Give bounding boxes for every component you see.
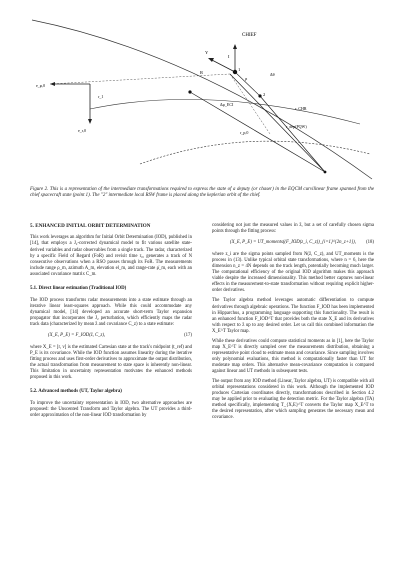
r-chief-vector bbox=[230, 74, 325, 172]
node-2-point bbox=[258, 94, 261, 97]
reference-arc bbox=[140, 141, 370, 164]
chief-y-arrow bbox=[210, 59, 235, 72]
label-node-2: 2 bbox=[263, 92, 266, 97]
label-chief: CHIEF bbox=[242, 33, 257, 38]
paragraph: This work leverages an algorithm for Initial Orbit Determination (IOD), published in [14], that employs a J₂-corrected dynamical model to fit various satellite state-derived variables and radar observables from a single track. The radar, characterized by a specific Field of Regard (FoR) and revisit time r₀, generates a track of N consecutive observations when a RSO passes through its FoR. The measurements include range ρ_m, azimuth A_m, elevation el_m, and range-rate ρ̇_m, each with an associated covariance matrix C_m. bbox=[30, 235, 192, 277]
label-dtheta: Δθ bbox=[270, 72, 275, 77]
paragraph: To improve the uncertainty representation in IOD, two alternative approaches are proposed: the Unscented Transform and Taylor algebra. The UT provides a third-order approximation of the non-linear IOD transformation by bbox=[30, 401, 192, 419]
right-column bbox=[212, 223, 374, 425]
equation-body: (X_E, P_E) = UT_moments((F_IOD(z_i, C_z))_{i=1}^{2n_z+1}), bbox=[230, 240, 356, 246]
label-dphi: Δφ_ECI bbox=[220, 102, 234, 107]
orbit-diagram bbox=[30, 14, 374, 184]
paragraph: considering not just the measured values in z̄, but a set of carefully chosen sigma points through the fitting process: bbox=[212, 223, 374, 235]
equation-17 bbox=[30, 333, 192, 339]
paragraph: The output from any IOD method (Linear, Taylor algebra, UT) is compatible with all orbital representations considered in this work. Although the implemented IOD produces Cartesian coordinates directly, transformations described in Section 4.2 may be applied prior to evaluating the detection metric. For the Taylor algebra (TA) method specifically, implementing T_{X,E}^T converts the Taylor map X_E^T to the desired representation, after which sampling generates the necessary mean and covariance. bbox=[212, 379, 374, 421]
equation-number: (17) bbox=[184, 333, 192, 339]
subsection-heading: 5.1. Direct linear estimation (Traditional IOD) bbox=[30, 285, 127, 291]
label-rp: r_p,0 bbox=[240, 130, 249, 135]
left-column bbox=[30, 223, 192, 424]
label-rho: ρ bbox=[245, 76, 248, 81]
label-node-1: 1 bbox=[238, 67, 241, 72]
e-phi-arrowhead bbox=[50, 82, 55, 86]
paragraph: The IOD process transforms radar measurements into a state estimate through an iterative linear least-squares approach. While this could accommodate any dynamical model, [14] developed an accurate short-term Taylor expansion propagator that incorporates the J₂ perturbation, which efficiently maps the radar track data (characterized by mean z̄ and covariance C_z) to a state estimate: bbox=[30, 297, 192, 327]
label-e-phi: e_φ,0 bbox=[36, 83, 46, 88]
e-r-arrowhead bbox=[88, 119, 92, 124]
chief-y-arrowhead bbox=[208, 58, 214, 62]
label-r: R bbox=[200, 70, 204, 75]
label-e-r: e_r,0 bbox=[78, 128, 86, 133]
earth-center-point bbox=[324, 171, 327, 174]
label-r1: r_1 bbox=[98, 94, 104, 99]
dashed-line-1 bbox=[50, 74, 230, 84]
equation-body: (X_E, P_E) = F_IOD(z̄, C_z), bbox=[48, 333, 106, 339]
label-rch: r_CHR bbox=[295, 106, 307, 111]
figure-caption: Figure 2. This is a representation of the intermediate transformations required to express the state of a deputy (or chaser) in the EQCM curvilinear frame spanned from the chief spacecraft state (point 1). The "2" intermediate local RSW frame is placed along the keplerian orbit of the chief. bbox=[30, 187, 374, 199]
label-rdep: r_dep(PQW) bbox=[286, 124, 307, 129]
subsection-heading: 5.2. Advanced methods (UT, Taylor algebra) bbox=[30, 389, 122, 395]
section-heading: 5. ENHANCED INITIAL ORBIT DETERMINATION bbox=[30, 223, 151, 229]
chief-r-arrowhead bbox=[233, 44, 237, 49]
deputy-point bbox=[188, 90, 191, 93]
paragraph: The Taylor algebra method leverages automatic differentiation to compute derivatives through algebraic operations. The function F_IOD has been implemented in Hipparchus, a programming language supporting this functionality. The result is an enhanced function F_IOD^T that provides both the state X_E and its derivatives with respect to z̄ up to any desired order. Let us call this combined information the X_E^T Taylor map. bbox=[212, 298, 374, 334]
equation-18 bbox=[212, 240, 374, 246]
figure-2 bbox=[30, 14, 374, 184]
equation-number: (18) bbox=[366, 240, 374, 246]
paragraph: where z_i are the sigma points sampled from N(z̄, C_z), and UT_moments is the process in (13). Unlike typical orbital state transformations, where n = 6, here the dimension n_z = 4N depends on the track length, potentially becoming much larger. The computational efficiency of the original IOD algorithm makes this approach viable despite the increased dimensionality. This method better captures non-linear effects in the measurement-to-state transformation without requiring explicit higher-order derivatives. bbox=[212, 252, 374, 294]
label-i: I bbox=[228, 54, 230, 59]
label-y: Y bbox=[205, 50, 209, 55]
paragraph: where X_E = [r, v] is the estimated Cartesian state at the track's midpoint (t_ref) and P_E is its covariance. While the IOD function assumes linearity during the iterative fitting process and uses first-order derivatives to approximate the output distribution, the actual transformation from measurement to state space is inherently non-linear. This limitation in uncertainty representation motivates the enhanced methods proposed in this work. bbox=[30, 345, 192, 381]
chief-point bbox=[233, 70, 237, 74]
paragraph: While these derivatives could compute statistical moments as in [1], here the Taylor map X_E^T is directly sampled over the measurements distribution, obtaining a representative point cloud to estimate mean and covariance. Since sampling involves only polynomial evaluations, this method is computationally faster than UT for moderate map orders. This alternative mean-covariance computation is compared against linear and UT methods in subsequent tests. bbox=[212, 338, 374, 374]
dashed-line-2 bbox=[230, 74, 270, 134]
